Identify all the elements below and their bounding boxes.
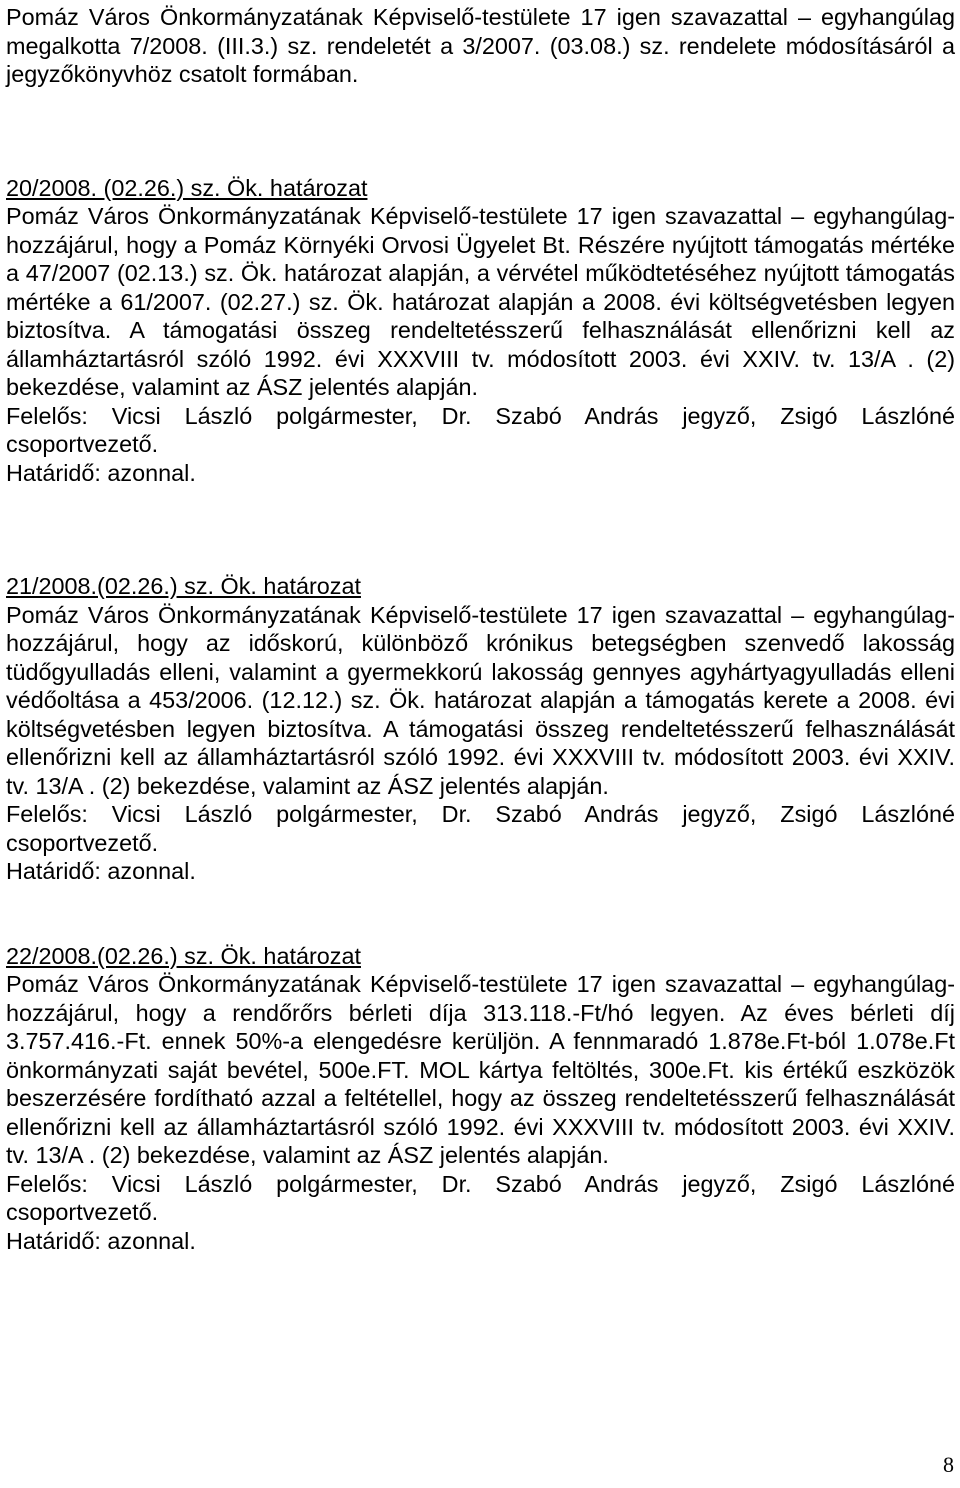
resolution-21 [6,572,955,886]
resolution-responsible: Felelős: Vicsi László polgármester, Dr. Szabó András jegyző, Zsigó Lászlóné csoportvezető. [6,1170,955,1225]
resolution-body: Pomáz Város Önkormányzatának Képviselő-testülete 17 igen szavazattal – egyhangúlag- hozzájárul, hogy a rendőrőrs bérleti díja 313.118.-Ft/hó legyen. Az éves bérleti díj 3.757.416.-Ft. ennek 50%-a elengedésre kerüljön. A fennmaradó 1.878e.Ft-ból 1.078e.Ft önkormányzati saját bevétel, 500e.FT. MOL kártya feltöltés, 300e.Ft. kis értékű eszközök beszerzésére fordítható azzal a feltétellel, hogy az összeg rendeltetésszerű felhasználását ellenőrizni kell az államháztartásról szóló 1992. évi XXXVIII tv. módosított 2003. évi XXIV. tv. 13/A . (2) bekezdése, valamint az ÁSZ jelentés alapján. [6,971,955,1168]
resolution-22 [6,942,955,1256]
resolution-deadline: Határidő: azonnal. [6,1227,196,1254]
document-page [6,0,955,1255]
resolution-responsible: Felelős: Vicsi László polgármester, Dr. Szabó András jegyző, Zsigó Lászlóné csoportvezető. [6,402,955,457]
resolution-number: 20/2008. (02.26.) sz. Ök. határozat [6,174,368,201]
resolution-number: 22/2008.(02.26.) sz. Ök. határozat [6,942,361,969]
intro-paragraph: Pomáz Város Önkormányzatának Képviselő-testülete 17 igen szavazattal – egyhangúlag megalkotta 7/2008. (III.3.) sz. rendeletét a 3/2007. (03.08.) sz. rendelete módosításáról a jegyzőkönyvhöz csatolt formában. [6,4,955,87]
resolution-title [6,572,955,601]
resolution-number: 21/2008.(02.26.) sz. Ök. határozat [6,573,361,599]
resolution-deadline: Határidő: azonnal. [6,858,196,884]
resolution-body: Pomáz Város Önkormányzatának Képviselő-testülete 17 igen szavazattal – egyhangúlag- hozzájárul, hogy a Pomáz Környéki Orvosi Ügyelet Bt. Részére nyújtott támogatás mértéke a 47/2007 (02.13.) sz. Ök. határozat alapján, a vérvétel működtetéséhez nyújtott támogatás mértéke a 61/2007. (02.27.) sz. Ök. határozat alapján a 2008. évi költségvetésben legyen biztosítva. A támogatási összeg rendeltetésszerű felhasználását ellenőrizni kell az államháztartásról szóló 1992. évi XXXVIII tv. módosított 2003. évi XXIV. tv. 13/A . (2) bekezdése, valamint az ÁSZ jelentés alapján. [6,203,955,400]
resolution-20 [6,174,955,488]
resolution-title [6,174,955,203]
resolution-title [6,942,955,971]
resolution-responsible: Felelős: Vicsi László polgármester, Dr. Szabó András jegyző, Zsigó Lászlóné csoportvezető. [6,801,955,856]
resolution-deadline: Határidő: azonnal. [6,459,196,486]
page-number: 8 [943,1452,954,1477]
resolution-body: Pomáz Város Önkormányzatának Képviselő-testülete 17 igen szavazattal – egyhangúlag- hozzájárul, hogy az időskorú, különböző krónikus betegségben szenvedő lakosság tüdőgyulladás elleni, valamint a gyermekkorú lakosság gennyes agyhártyagyulladás elleni védőoltása a 453/2006. (12.12.) sz. Ök. határozat alapján a támogatás kerete a 2008. évi költségvetésben legyen biztosítva. A támogatási összeg rendeltetésszerű felhasználását ellenőrizni kell az államháztartásról szóló 1992. évi XXXVIII tv. módosított 2003. évi XXIV. tv. 13/A . (2) bekezdése, valamint az ÁSZ jelentés alapján. [6,601,955,799]
